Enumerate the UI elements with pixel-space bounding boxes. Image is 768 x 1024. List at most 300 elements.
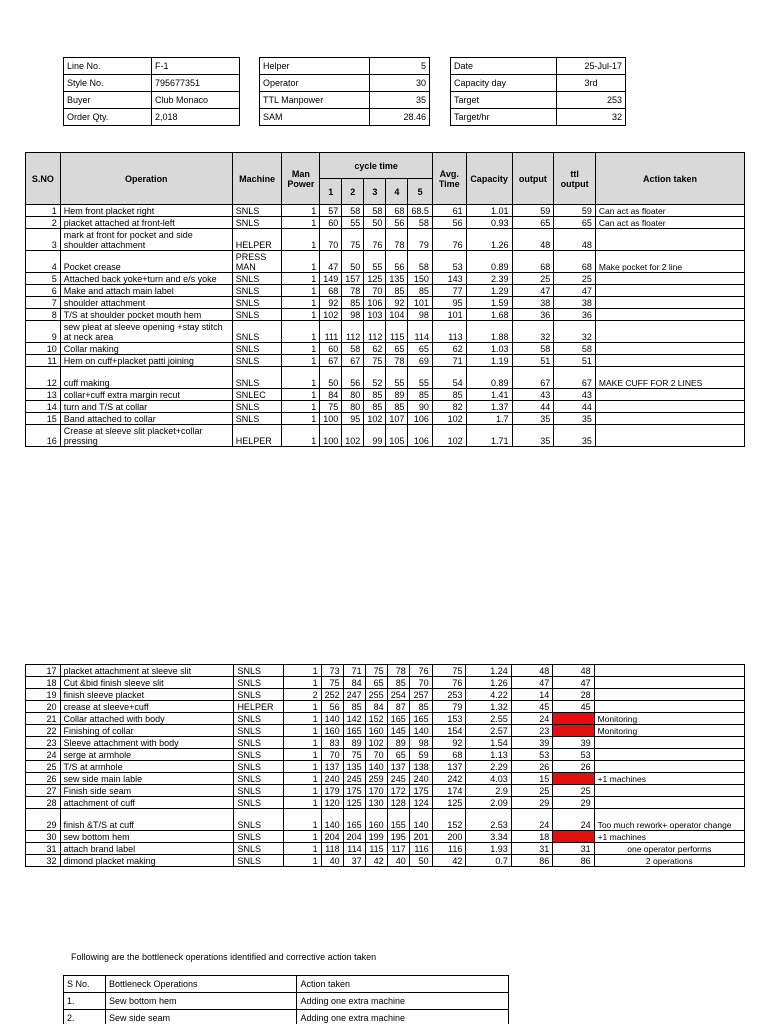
capacity-cell: 1.93 xyxy=(466,843,511,855)
capacity-cell: 0.89 xyxy=(466,251,512,273)
cycle-3-cell: 152 xyxy=(365,713,387,725)
cycle-2-cell: 71 xyxy=(343,665,365,677)
sno-cell: 6 xyxy=(26,285,61,297)
output-cell: 31 xyxy=(511,843,552,855)
table-row xyxy=(26,677,745,689)
avg-time-cell: 54 xyxy=(432,367,466,389)
cycle-1-cell: 67 xyxy=(320,355,342,367)
header-cycle-time: cycle time xyxy=(320,153,433,179)
output-cell: 59 xyxy=(512,205,554,217)
header-cycle-1: 1 xyxy=(320,179,342,205)
cycle-1-cell: 140 xyxy=(321,713,343,725)
capacity-cell: 1.24 xyxy=(466,665,511,677)
capacity-cell: 1.29 xyxy=(466,285,512,297)
action-cell xyxy=(595,425,744,447)
sno-cell: 10 xyxy=(26,343,61,355)
info-value: 5 xyxy=(370,58,430,75)
output-cell: 29 xyxy=(511,797,552,809)
cycle-5-cell: 58 xyxy=(408,251,433,273)
info-label: Style No. xyxy=(64,75,152,92)
info-label: Helper xyxy=(260,58,370,75)
machine-cell: SNLS xyxy=(234,809,284,831)
output-cell: 35 xyxy=(512,413,554,425)
cycle-4-cell: 89 xyxy=(387,737,409,749)
man-power-cell: 1 xyxy=(282,413,320,425)
table-row xyxy=(26,713,745,725)
table-row xyxy=(26,689,745,701)
cycle-4-cell: 89 xyxy=(386,389,408,401)
avg-time-cell: 79 xyxy=(432,701,466,713)
info-label: Operator xyxy=(260,75,370,92)
cycle-2-cell: 80 xyxy=(342,401,364,413)
cycle-5-cell: 98 xyxy=(409,737,432,749)
machine-cell: SNLS xyxy=(234,797,284,809)
action-cell xyxy=(594,737,744,749)
cycle-2-cell: 89 xyxy=(343,737,365,749)
cycle-4-cell: 165 xyxy=(387,713,409,725)
cycle-4-cell: 92 xyxy=(386,297,408,309)
operation-cell: cuff making xyxy=(60,367,232,389)
ttl-output-cell: 45 xyxy=(553,701,594,713)
info-row xyxy=(64,92,240,109)
cycle-2-cell: 55 xyxy=(342,217,364,229)
sno-cell: 2 xyxy=(26,217,61,229)
cycle-3-cell: 99 xyxy=(364,425,386,447)
cycle-1-cell: 137 xyxy=(321,761,343,773)
sno-cell: 16 xyxy=(26,425,61,447)
cycle-3-cell: 84 xyxy=(365,701,387,713)
table-row xyxy=(26,855,745,867)
avg-time-cell: 62 xyxy=(432,343,466,355)
manpower-info-table xyxy=(259,57,430,126)
cycle-3-cell: 52 xyxy=(364,367,386,389)
header-cycle-4: 4 xyxy=(386,179,408,205)
output-cell: 39 xyxy=(511,737,552,749)
ttl-output-cell: 48 xyxy=(553,665,594,677)
info-label: SAM xyxy=(260,109,370,126)
man-power-cell: 1 xyxy=(282,425,320,447)
cycle-5-cell: 114 xyxy=(408,321,433,343)
table-row xyxy=(26,321,745,343)
table-row xyxy=(26,413,745,425)
man-power-cell: 1 xyxy=(284,725,321,737)
table-row xyxy=(26,297,745,309)
header-sno: S.NO xyxy=(26,153,61,205)
cycle-1-cell: 204 xyxy=(321,831,343,843)
operation-cell: placket attachment at sleeve slit xyxy=(60,665,234,677)
action-cell xyxy=(595,297,744,309)
capacity-cell: 1.32 xyxy=(466,701,511,713)
action-cell: Can act as floater xyxy=(595,205,744,217)
cycle-2-cell: 135 xyxy=(343,761,365,773)
info-label: Capacity day xyxy=(451,75,557,92)
machine-cell: SNLS xyxy=(234,761,284,773)
cycle-4-cell: 87 xyxy=(387,701,409,713)
ttl-output-cell: 47 xyxy=(554,285,596,297)
avg-time-cell: 152 xyxy=(432,809,466,831)
cycle-5-cell: 106 xyxy=(408,425,433,447)
table-row xyxy=(26,285,745,297)
header-man-power: Man Power xyxy=(282,153,320,205)
capacity-cell: 2.29 xyxy=(466,761,511,773)
action-cell: Make pocket for 2 line xyxy=(595,251,744,273)
ttl-output-cell: 43 xyxy=(554,389,596,401)
cycle-1-cell: 60 xyxy=(320,217,342,229)
machine-cell: SNLS xyxy=(232,205,282,217)
avg-time-cell: 71 xyxy=(432,355,466,367)
cycle-5-cell: 140 xyxy=(409,725,432,737)
sno-cell: 7 xyxy=(26,297,61,309)
avg-time-cell: 75 xyxy=(432,665,466,677)
info-value: 2,018 xyxy=(152,109,240,126)
machine-cell: SNLS xyxy=(232,309,282,321)
avg-time-cell: 95 xyxy=(432,297,466,309)
man-power-cell: 1 xyxy=(284,855,321,867)
ttl-output-cell: 15 xyxy=(553,773,594,785)
cycle-1-cell: 92 xyxy=(320,297,342,309)
avg-time-cell: 102 xyxy=(432,425,466,447)
cycle-3-cell: 85 xyxy=(364,401,386,413)
table-row xyxy=(26,843,745,855)
sno-cell: 25 xyxy=(26,761,61,773)
cycle-4-cell: 195 xyxy=(387,831,409,843)
cycle-4-cell: 85 xyxy=(386,285,408,297)
cycle-2-cell: 78 xyxy=(342,285,364,297)
cycle-4-cell: 105 xyxy=(386,425,408,447)
cycle-5-cell: 58 xyxy=(408,217,433,229)
machine-cell: SNLS xyxy=(234,725,284,737)
info-label: Buyer xyxy=(64,92,152,109)
action-cell xyxy=(594,677,744,689)
table-row xyxy=(26,761,745,773)
man-power-cell: 1 xyxy=(284,701,321,713)
sno-cell: 11 xyxy=(26,355,61,367)
cycle-2-cell: 112 xyxy=(342,321,364,343)
cycle-1-cell: 75 xyxy=(321,677,343,689)
sno-cell: 24 xyxy=(26,749,61,761)
cycle-4-cell: 172 xyxy=(387,785,409,797)
ttl-output-cell: 29 xyxy=(553,797,594,809)
machine-cell: SNLS xyxy=(232,321,282,343)
sno-cell: 19 xyxy=(26,689,61,701)
ttl-output-cell: 35 xyxy=(554,413,596,425)
sno-cell: 15 xyxy=(26,413,61,425)
action-cell: Monitoring xyxy=(594,725,744,737)
sno-cell: 17 xyxy=(26,665,61,677)
man-power-cell: 1 xyxy=(284,677,321,689)
output-cell: 32 xyxy=(512,321,554,343)
machine-cell: SNLS xyxy=(232,285,282,297)
header-avg-time: Avg. Time xyxy=(432,153,466,205)
action-cell xyxy=(595,273,744,285)
output-cell: 26 xyxy=(511,761,552,773)
info-row xyxy=(64,75,240,92)
bottleneck-header-operation: Bottleneck Operations xyxy=(105,976,297,993)
bottleneck-action: Adding one extra machine xyxy=(297,1010,509,1024)
cycle-5-cell: 240 xyxy=(409,773,432,785)
cycle-4-cell: 254 xyxy=(387,689,409,701)
output-cell: 67 xyxy=(512,367,554,389)
action-cell xyxy=(594,761,744,773)
operations-table-continued xyxy=(25,664,745,867)
ttl-output-cell: 28 xyxy=(553,689,594,701)
cycle-2-cell: 247 xyxy=(343,689,365,701)
table-row xyxy=(26,251,745,273)
cycle-5-cell: 98 xyxy=(408,309,433,321)
avg-time-cell: 200 xyxy=(432,831,466,843)
capacity-info-table xyxy=(450,57,626,126)
operation-cell: crease at sleeve+cuff xyxy=(60,701,234,713)
ttl-output-cell: 48 xyxy=(554,229,596,251)
table-row xyxy=(26,725,745,737)
cycle-1-cell: 57 xyxy=(320,205,342,217)
avg-time-cell: 42 xyxy=(432,855,466,867)
avg-time-cell: 242 xyxy=(432,773,466,785)
machine-cell: SNLS xyxy=(232,297,282,309)
capacity-cell: 2.39 xyxy=(466,273,512,285)
operation-cell: Make and attach main label xyxy=(60,285,232,297)
ttl-output-cell: 25 xyxy=(554,273,596,285)
sno-cell: 14 xyxy=(26,401,61,413)
man-power-cell: 1 xyxy=(284,831,321,843)
info-value: F-1 xyxy=(152,58,240,75)
output-cell: 25 xyxy=(511,785,552,797)
cycle-3-cell: 42 xyxy=(365,855,387,867)
sno-cell: 20 xyxy=(26,701,61,713)
machine-cell: SNLS xyxy=(234,713,284,725)
info-row xyxy=(451,109,626,126)
table-row xyxy=(26,309,745,321)
avg-time-cell: 82 xyxy=(432,401,466,413)
action-cell xyxy=(595,413,744,425)
operation-cell: Attached back yoke+turn and e/s yoke xyxy=(60,273,232,285)
cycle-3-cell: 85 xyxy=(364,389,386,401)
action-cell: Can act as floater xyxy=(595,217,744,229)
operation-cell: sew pleat at sleeve opening +stay stitch at neck area xyxy=(60,321,232,343)
table-row xyxy=(26,401,745,413)
info-row xyxy=(64,58,240,75)
man-power-cell: 1 xyxy=(282,205,320,217)
table-row xyxy=(26,229,745,251)
info-row xyxy=(451,75,626,92)
cycle-5-cell: 140 xyxy=(409,809,432,831)
ttl-output-cell: 31 xyxy=(553,843,594,855)
action-cell: +1 machines xyxy=(594,831,744,843)
table-row xyxy=(26,809,745,831)
output-cell: 18 xyxy=(511,831,552,843)
avg-time-cell: 253 xyxy=(432,689,466,701)
man-power-cell: 1 xyxy=(282,309,320,321)
cycle-3-cell: 112 xyxy=(364,321,386,343)
cycle-1-cell: 47 xyxy=(320,251,342,273)
machine-cell: SNLS xyxy=(234,855,284,867)
output-cell: 48 xyxy=(512,229,554,251)
cycle-3-cell: 115 xyxy=(365,843,387,855)
bottleneck-table xyxy=(63,975,509,1024)
operations-table xyxy=(25,152,745,447)
bottleneck-caption: Following are the bottleneck operations identified and corrective action taken xyxy=(71,952,377,962)
output-cell: 14 xyxy=(511,689,552,701)
cycle-1-cell: 50 xyxy=(320,367,342,389)
header-machine: Machine xyxy=(232,153,282,205)
cycle-3-cell: 75 xyxy=(365,665,387,677)
action-cell xyxy=(595,321,744,343)
man-power-cell: 1 xyxy=(282,355,320,367)
table-row xyxy=(26,355,745,367)
action-cell xyxy=(595,343,744,355)
action-cell xyxy=(595,309,744,321)
cycle-1-cell: 60 xyxy=(320,343,342,355)
table-row xyxy=(26,797,745,809)
cycle-3-cell: 102 xyxy=(364,413,386,425)
info-row xyxy=(260,75,430,92)
info-label: Date xyxy=(451,58,557,75)
capacity-cell: 1.71 xyxy=(466,425,512,447)
cycle-1-cell: 73 xyxy=(321,665,343,677)
sno-cell: 8 xyxy=(26,309,61,321)
info-value: 253 xyxy=(557,92,626,109)
output-cell: 43 xyxy=(512,389,554,401)
cycle-3-cell: 103 xyxy=(364,309,386,321)
cycle-3-cell: 102 xyxy=(365,737,387,749)
cycle-2-cell: 95 xyxy=(342,413,364,425)
ttl-output-cell: 47 xyxy=(553,677,594,689)
output-cell: 47 xyxy=(512,285,554,297)
ttl-output-cell: 44 xyxy=(554,401,596,413)
operation-cell: sew bottom hem xyxy=(60,831,234,843)
capacity-cell: 3.34 xyxy=(466,831,511,843)
cycle-5-cell: 70 xyxy=(409,677,432,689)
cycle-3-cell: 170 xyxy=(365,785,387,797)
machine-cell: HELPER xyxy=(234,701,284,713)
bottleneck-sno: 1. xyxy=(64,993,106,1010)
ttl-output-cell: 65 xyxy=(554,217,596,229)
cycle-5-cell: 201 xyxy=(409,831,432,843)
output-cell: 44 xyxy=(512,401,554,413)
operation-cell: Band attached to collar xyxy=(60,413,232,425)
ttl-output-cell: 26 xyxy=(553,761,594,773)
line-info-table xyxy=(63,57,240,126)
man-power-cell: 1 xyxy=(282,273,320,285)
capacity-cell: 2.57 xyxy=(466,725,511,737)
operation-cell: Finish side seam xyxy=(60,785,234,797)
cycle-2-cell: 102 xyxy=(342,425,364,447)
output-cell: 51 xyxy=(512,355,554,367)
info-value: 32 xyxy=(557,109,626,126)
cycle-4-cell: 107 xyxy=(386,413,408,425)
cycle-3-cell: 130 xyxy=(365,797,387,809)
output-cell: 65 xyxy=(512,217,554,229)
avg-time-cell: 53 xyxy=(432,251,466,273)
cycle-2-cell: 204 xyxy=(343,831,365,843)
capacity-cell: 0.93 xyxy=(466,217,512,229)
action-cell xyxy=(594,749,744,761)
cycle-5-cell: 124 xyxy=(409,797,432,809)
avg-time-cell: 77 xyxy=(432,285,466,297)
output-cell: 68 xyxy=(512,251,554,273)
header-ttl-output: ttl output xyxy=(554,153,596,205)
cycle-4-cell: 155 xyxy=(387,809,409,831)
cycle-1-cell: 40 xyxy=(321,855,343,867)
capacity-cell: 2.09 xyxy=(466,797,511,809)
operation-cell: placket attached at front-left xyxy=(60,217,232,229)
man-power-cell: 1 xyxy=(282,251,320,273)
machine-cell: SNLS xyxy=(234,677,284,689)
output-cell: 24 xyxy=(511,809,552,831)
header-output: output xyxy=(512,153,554,205)
ttl-output-cell: 24 xyxy=(553,809,594,831)
sno-cell: 31 xyxy=(26,843,61,855)
man-power-cell: 1 xyxy=(282,321,320,343)
cycle-2-cell: 75 xyxy=(342,229,364,251)
capacity-cell: 1.37 xyxy=(466,401,512,413)
output-cell: 58 xyxy=(512,343,554,355)
info-label: Order Qty. xyxy=(64,109,152,126)
avg-time-cell: 153 xyxy=(432,713,466,725)
cycle-2-cell: 157 xyxy=(342,273,364,285)
avg-time-cell: 61 xyxy=(432,205,466,217)
operation-cell: Collar attached with body xyxy=(60,713,234,725)
output-cell: 48 xyxy=(511,665,552,677)
man-power-cell: 1 xyxy=(284,665,321,677)
cycle-1-cell: 100 xyxy=(320,425,342,447)
header-cycle-3: 3 xyxy=(364,179,386,205)
ttl-output-cell: 59 xyxy=(554,205,596,217)
cycle-4-cell: 56 xyxy=(386,251,408,273)
output-cell: 38 xyxy=(512,297,554,309)
avg-time-cell: 113 xyxy=(432,321,466,343)
sno-cell: 29 xyxy=(26,809,61,831)
cycle-2-cell: 125 xyxy=(343,797,365,809)
cycle-4-cell: 78 xyxy=(386,355,408,367)
bottleneck-sno: 2. xyxy=(64,1010,106,1024)
ttl-output-cell: 67 xyxy=(554,367,596,389)
sno-cell: 18 xyxy=(26,677,61,689)
ttl-output-cell: 25 xyxy=(553,785,594,797)
capacity-cell: 2.53 xyxy=(466,809,511,831)
cycle-3-cell: 70 xyxy=(364,285,386,297)
output-cell: 15 xyxy=(511,773,552,785)
info-value: 35 xyxy=(370,92,430,109)
machine-cell: SNLS xyxy=(232,355,282,367)
sno-cell: 13 xyxy=(26,389,61,401)
operation-cell: sew side main lable xyxy=(60,773,234,785)
ttl-output-cell: 23 xyxy=(553,725,594,737)
action-cell xyxy=(594,665,744,677)
capacity-cell: 4.03 xyxy=(466,773,511,785)
header-cycle-5: 5 xyxy=(408,179,433,205)
table-row xyxy=(26,737,745,749)
cycle-1-cell: 68 xyxy=(320,285,342,297)
capacity-cell: 1.54 xyxy=(466,737,511,749)
capacity-cell: 1.26 xyxy=(466,229,512,251)
man-power-cell: 1 xyxy=(282,401,320,413)
cycle-5-cell: 90 xyxy=(408,401,433,413)
cycle-1-cell: 70 xyxy=(321,749,343,761)
operation-cell: serge at armhole xyxy=(60,749,234,761)
cycle-2-cell: 75 xyxy=(343,749,365,761)
operation-cell: Hem on cuff+placket patti joining xyxy=(60,355,232,367)
cycle-5-cell: 85 xyxy=(409,701,432,713)
cycle-3-cell: 106 xyxy=(364,297,386,309)
avg-time-cell: 85 xyxy=(432,389,466,401)
operation-cell: shoulder attachment xyxy=(60,297,232,309)
cycle-3-cell: 75 xyxy=(364,355,386,367)
capacity-cell: 1.59 xyxy=(466,297,512,309)
operation-cell: Hem front placket right xyxy=(60,205,232,217)
table-row xyxy=(26,367,745,389)
cycle-1-cell: 102 xyxy=(320,309,342,321)
